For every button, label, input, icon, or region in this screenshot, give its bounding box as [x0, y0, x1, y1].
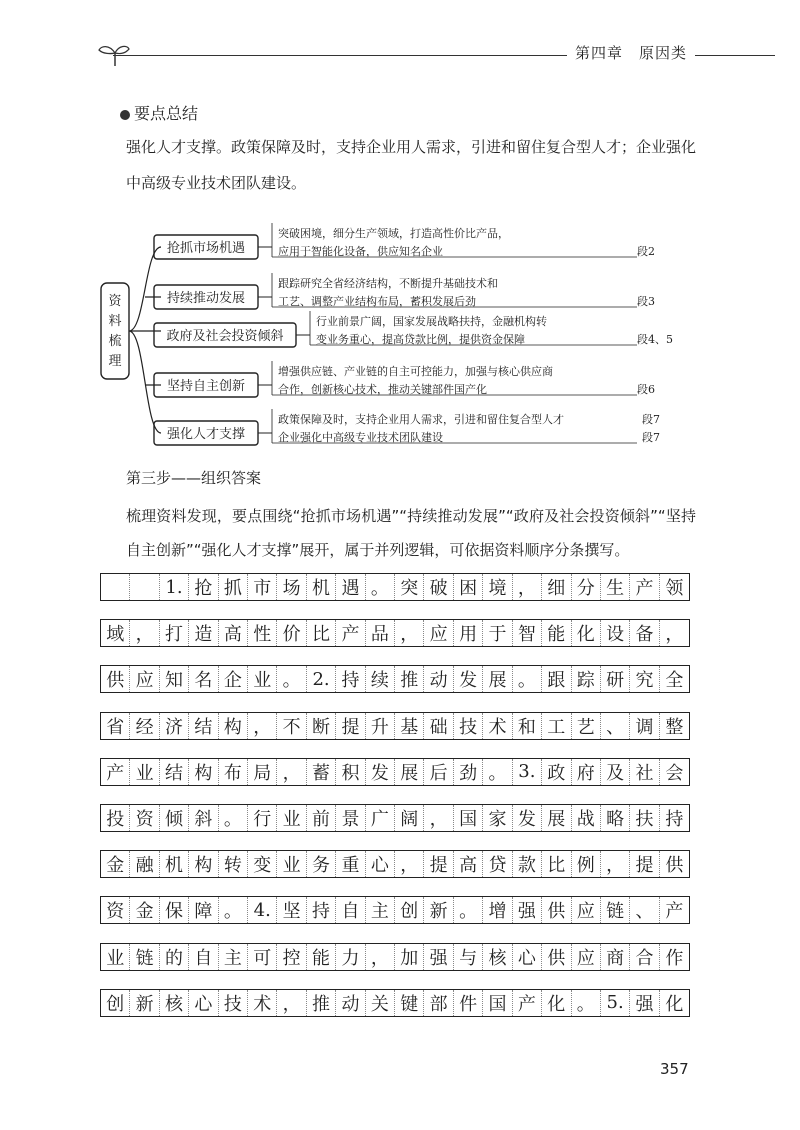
answer-cell: 应 — [424, 620, 453, 646]
answer-cell: 工 — [542, 713, 571, 739]
mindmap-trunk — [129, 247, 161, 433]
answer-cell: 提 — [630, 851, 659, 877]
answer-cell: 家 — [483, 805, 512, 831]
answer-cell: 用 — [454, 620, 483, 646]
answer-cell: 链 — [130, 944, 159, 970]
answer-cell: 广 — [366, 805, 395, 831]
answer-cell: ， — [513, 574, 542, 600]
answer-cell: 省 — [101, 713, 130, 739]
answer-cell: 构 — [219, 713, 248, 739]
answer-cell: 1. — [160, 574, 189, 600]
answer-cell: 。 — [513, 666, 542, 692]
answer-cell: 。 — [219, 897, 248, 923]
answer-cell: 融 — [130, 851, 159, 877]
mindmap-detail-line: 工艺、调整产业结构布局，蓄积发展后劲 — [278, 295, 476, 308]
answer-cell: 域 — [101, 620, 130, 646]
answer-cell: 3. — [513, 759, 542, 785]
answer-cell: 动 — [424, 666, 453, 692]
answer-cell: 打 — [160, 620, 189, 646]
answer-cell: 市 — [248, 574, 277, 600]
answer-cell: 于 — [483, 620, 512, 646]
answer-cell: 机 — [160, 851, 189, 877]
answer-cell: 蓄 — [307, 759, 336, 785]
answer-cell: ， — [248, 713, 277, 739]
answer-cell: 提 — [336, 713, 365, 739]
answer-cell: 造 — [189, 620, 218, 646]
answer-cell: 核 — [160, 990, 189, 1016]
answer-cell: 发 — [454, 666, 483, 692]
section-heading — [120, 101, 198, 124]
answer-cell: ， — [395, 620, 424, 646]
answer-cell: 构 — [189, 851, 218, 877]
answer-cell: 核 — [483, 944, 512, 970]
answer-cell: 心 — [189, 990, 218, 1016]
answer-row — [100, 758, 690, 786]
answer-cell: 境 — [483, 574, 512, 600]
page-header — [95, 40, 775, 70]
answer-cell: 4. — [248, 897, 277, 923]
answer-cell: 5. — [601, 990, 630, 1016]
mindmap-branch-label: 持续推动发展 — [166, 291, 246, 306]
answer-cell: 部 — [424, 990, 453, 1016]
answer-cell: 行 — [248, 805, 277, 831]
answer-cell: 链 — [601, 897, 630, 923]
answer-row — [100, 712, 690, 740]
answer-cell: 关 — [366, 990, 395, 1016]
mindmap-diagram — [97, 205, 687, 455]
answer-cell: 备 — [630, 620, 659, 646]
answer-cell: 化 — [665, 993, 684, 1015]
answer-cell: 加 — [395, 944, 424, 970]
answer-row — [100, 850, 690, 878]
answer-cell: 自 — [336, 897, 365, 923]
answer-cell: 景 — [336, 805, 365, 831]
answer-cell: 障 — [189, 897, 218, 923]
answer-cell: 和 — [513, 713, 542, 739]
mindmap-detail-line: 合作，创新核心技术，推动关键部件国产化 — [278, 383, 487, 396]
page-number: 357 — [660, 1060, 689, 1078]
answer-cell: 劲 — [454, 759, 483, 785]
answer-cell: 分 — [572, 574, 601, 600]
mindmap-root-char: 料 — [108, 314, 122, 329]
answer-cell: 件 — [454, 990, 483, 1016]
answer-cell: 业 — [101, 944, 130, 970]
answer-cell: 产 — [336, 620, 365, 646]
answer-cell: 心 — [366, 851, 395, 877]
answer-row — [100, 573, 690, 601]
answer-cell: 商 — [601, 944, 630, 970]
answer-row — [100, 665, 690, 693]
answer-cell: 国 — [454, 805, 483, 831]
answer-cell: 主 — [219, 944, 248, 970]
answer-cell: 提 — [424, 851, 453, 877]
answer-cell: 知 — [160, 666, 189, 692]
answer-cell: 生 — [601, 574, 630, 600]
mindmap-detail-line: 变业务重心，提高贷款比例，提供资金保障 — [316, 333, 525, 346]
answer-cell: 发 — [366, 759, 395, 785]
answer-cell: 持 — [336, 666, 365, 692]
answer-cell: 发 — [513, 805, 542, 831]
answer-cell: 动 — [336, 990, 365, 1016]
answer-cell: 新 — [424, 897, 453, 923]
answer-cell: 技 — [454, 713, 483, 739]
answer-cell: ， — [665, 624, 684, 646]
answer-cell: 整 — [665, 716, 684, 738]
answer-cell: 业 — [277, 805, 306, 831]
mindmap-ref: 段2 — [637, 245, 655, 258]
answer-cell: 资 — [101, 897, 130, 923]
answer-cell: 术 — [483, 713, 512, 739]
answer-cell: 创 — [101, 990, 130, 1016]
answer-cell: 础 — [424, 713, 453, 739]
sprout-icon — [95, 40, 135, 68]
answer-cell: 细 — [542, 574, 571, 600]
answer-cell: 艺 — [572, 713, 601, 739]
answer-cell: 遇 — [336, 574, 365, 600]
mindmap-detail-line: 跟踪研究全省经济结构，不断提升基础技术和 — [278, 277, 498, 290]
answer-cell: 机 — [307, 574, 336, 600]
answer-cell: 跟 — [542, 666, 571, 692]
answer-cell: 局 — [248, 759, 277, 785]
answer-cell: ， — [277, 759, 306, 785]
mindmap-detail-line: 行业前景广阔，国家发展战略扶持，金融机构转 — [316, 315, 547, 328]
answer-cell: 突 — [395, 574, 424, 600]
answer-cell: 、 — [601, 713, 630, 739]
mindmap-ref: 段6 — [637, 383, 655, 396]
answer-cell: 技 — [219, 990, 248, 1016]
answer-cell: 供 — [101, 666, 130, 692]
answer-cell: 高 — [219, 620, 248, 646]
answer-cell: 经 — [130, 713, 159, 739]
answer-cell: 推 — [307, 990, 336, 1016]
summary-paragraph: 强化人才支撑。政策保障及时，支持企业用人需求，引进和留住复合型人才；企业强化中高级专业技术团队建设。 — [126, 138, 697, 192]
answer-cell: 府 — [572, 759, 601, 785]
answer-cell: 强 — [630, 990, 659, 1016]
answer-cell: 不 — [277, 713, 306, 739]
answer-cell: 扶 — [630, 805, 659, 831]
answer-cell — [130, 574, 159, 600]
answer-cell: 力 — [336, 944, 365, 970]
answer-cell: 踪 — [572, 666, 601, 692]
answer-cell: 。 — [277, 666, 306, 692]
answer-cell: 国 — [483, 990, 512, 1016]
answer-cell — [101, 574, 130, 600]
answer-cell: 产 — [513, 990, 542, 1016]
mindmap-detail-line: 增强供应链、产业链的自主可控能力，加强与核心供应商 — [278, 365, 553, 378]
answer-cell: ， — [277, 990, 306, 1016]
answer-cell: 控 — [277, 944, 306, 970]
answer-cell: 后 — [424, 759, 453, 785]
answer-cell: 济 — [160, 713, 189, 739]
answer-cell: 创 — [395, 897, 424, 923]
answer-cell: 业 — [277, 851, 306, 877]
answer-cell: 化 — [572, 620, 601, 646]
answer-cell: 名 — [189, 666, 218, 692]
answer-cell: 政 — [542, 759, 571, 785]
answer-cell: 升 — [366, 713, 395, 739]
answer-cell: 能 — [307, 944, 336, 970]
mindmap-root-char: 梳 — [108, 334, 122, 349]
answer-cell: 破 — [424, 574, 453, 600]
answer-cell: 品 — [366, 620, 395, 646]
answer-cell: 布 — [219, 759, 248, 785]
answer-cell: 转 — [219, 851, 248, 877]
mindmap-branch-label: 坚持自主创新 — [166, 379, 246, 394]
answer-cell: 前 — [307, 805, 336, 831]
answer-cell: 化 — [542, 990, 571, 1016]
answer-cell: 金 — [101, 851, 130, 877]
answer-cell: 变 — [248, 851, 277, 877]
answer-cell: 业 — [130, 759, 159, 785]
mindmap-ref: 段7 — [642, 431, 660, 444]
answer-cell: 设 — [601, 620, 630, 646]
answer-cell: 坚 — [277, 897, 306, 923]
answer-cell: 究 — [630, 666, 659, 692]
answer-cell: 场 — [277, 574, 306, 600]
answer-cell: 推 — [395, 666, 424, 692]
answer-cell: 与 — [454, 944, 483, 970]
answer-cell: 应 — [572, 897, 601, 923]
answer-cell: 比 — [307, 620, 336, 646]
answer-cell: ， — [130, 620, 159, 646]
answer-cell: 可 — [248, 944, 277, 970]
mindmap-ref: 段3 — [637, 295, 655, 308]
answer-cell: 比 — [542, 851, 571, 877]
mindmap-detail-line: 突破困境，细分生产领域，打造高性价比产品， — [278, 227, 509, 240]
answer-cell: 合 — [630, 944, 659, 970]
answer-cell: 倾 — [160, 805, 189, 831]
answer-cell: 务 — [307, 851, 336, 877]
mindmap-root-char: 资 — [108, 294, 122, 309]
answer-cell: 结 — [160, 759, 189, 785]
answer-cell: 的 — [160, 944, 189, 970]
answer-cell: 。 — [366, 574, 395, 600]
answer-cell: 。 — [219, 805, 248, 831]
answer-cell: 例 — [572, 851, 601, 877]
answer-cell: 会 — [665, 762, 684, 784]
answer-cell: 产 — [665, 901, 684, 923]
answer-cell: 全 — [665, 670, 684, 692]
answer-cell: 强 — [424, 944, 453, 970]
mindmap-detail-line: 政策保障及时，支持企业用人需求，引进和留住复合型人才 — [278, 413, 564, 426]
answer-cell: 主 — [366, 897, 395, 923]
answer-cell: 高 — [454, 851, 483, 877]
answer-cell: 抢 — [189, 574, 218, 600]
answer-cell: 键 — [395, 990, 424, 1016]
answer-row — [100, 943, 690, 971]
answer-cell: 研 — [601, 666, 630, 692]
mindmap-detail-line: 应用于智能化设备，供应知名企业 — [278, 245, 443, 258]
answer-cell: 阔 — [395, 805, 424, 831]
chapter-title: 第四章 原因类 — [567, 42, 695, 63]
answer-cell: 作 — [665, 947, 684, 969]
mindmap-branch-label: 强化人才支撑 — [166, 427, 246, 442]
answer-cell: 及 — [601, 759, 630, 785]
answer-cell: 企 — [219, 666, 248, 692]
answer-cell: 结 — [189, 713, 218, 739]
answer-cell: 智 — [513, 620, 542, 646]
answer-cell: 新 — [130, 990, 159, 1016]
step3-paragraph: 梳理资料发现，要点围绕“抢抓市场机遇”“持续推动发展”“政府及社会投资倾斜”“坚持自主创新”“强化人才支撑”展开，属于并列逻辑，可依据资料顺序分条撰写。 — [126, 507, 696, 559]
answer-cell: 供 — [665, 855, 684, 877]
answer-cell: 、 — [630, 897, 659, 923]
answer-cell: 积 — [336, 759, 365, 785]
answer-cell: 贷 — [483, 851, 512, 877]
mindmap-branch-label: 抢抓市场机遇 — [166, 241, 246, 256]
mindmap-detail-line: 企业强化中高级专业技术团队建设 — [278, 431, 443, 444]
answer-cell: 金 — [130, 897, 159, 923]
answer-row — [100, 896, 690, 924]
answer-cell: 应 — [130, 666, 159, 692]
answer-cell: 能 — [542, 620, 571, 646]
answer-cell: 抓 — [219, 574, 248, 600]
answer-cell: 术 — [248, 990, 277, 1016]
answer-cell: 供 — [542, 897, 571, 923]
answer-cell: 资 — [130, 805, 159, 831]
answer-cell: 领 — [665, 578, 684, 599]
answer-cell: ， — [395, 851, 424, 877]
answer-cell: 保 — [160, 897, 189, 923]
mindmap-branch-label: 政府及社会投资倾斜 — [166, 329, 284, 344]
answer-cell: 应 — [572, 944, 601, 970]
answer-cell: 略 — [601, 805, 630, 831]
answer-cell: 战 — [572, 805, 601, 831]
answer-cell: 展 — [542, 805, 571, 831]
answer-cell: 构 — [189, 759, 218, 785]
answer-cell: 2. — [307, 666, 336, 692]
answer-cell: 产 — [101, 759, 130, 785]
section-title: 要点总结 — [134, 104, 199, 123]
answer-cell: ， — [601, 851, 630, 877]
answer-cell: 持 — [307, 897, 336, 923]
answer-cell: 。 — [454, 897, 483, 923]
answer-cell: 困 — [454, 574, 483, 600]
mindmap-ref: 段7 — [642, 413, 660, 426]
bullet-icon — [120, 110, 130, 120]
answer-cell: 调 — [630, 713, 659, 739]
answer-cell: 持 — [665, 808, 684, 830]
answer-cell: 社 — [630, 759, 659, 785]
answer-cell: 展 — [483, 666, 512, 692]
answer-row — [100, 804, 690, 832]
answer-row — [100, 989, 690, 1017]
answer-cell: 强 — [513, 897, 542, 923]
answer-cell: 投 — [101, 805, 130, 831]
answer-cell: 。 — [572, 990, 601, 1016]
answer-cell: 款 — [513, 851, 542, 877]
answer-cell: 展 — [395, 759, 424, 785]
answer-row — [100, 619, 690, 647]
answer-cell: 基 — [395, 713, 424, 739]
answer-cell: 自 — [189, 944, 218, 970]
answer-cell: 业 — [248, 666, 277, 692]
answer-cell: 性 — [248, 620, 277, 646]
mindmap — [97, 205, 687, 459]
answer-cell: 重 — [336, 851, 365, 877]
mindmap-ref: 段4、5 — [637, 333, 673, 346]
answer-cell: 断 — [307, 713, 336, 739]
mindmap-root-char: 理 — [108, 354, 122, 369]
answer-cell: 供 — [542, 944, 571, 970]
answer-cell: 心 — [513, 944, 542, 970]
answer-cell: 价 — [277, 620, 306, 646]
step3-title: 第三步——组织答案 — [126, 469, 262, 487]
answer-grid — [100, 573, 690, 1035]
answer-cell: 续 — [366, 666, 395, 692]
answer-cell: 斜 — [189, 805, 218, 831]
answer-cell: 增 — [483, 897, 512, 923]
answer-cell: 。 — [483, 759, 512, 785]
answer-cell: ， — [424, 805, 453, 831]
answer-cell: ， — [366, 944, 395, 970]
answer-cell: 产 — [630, 574, 659, 600]
